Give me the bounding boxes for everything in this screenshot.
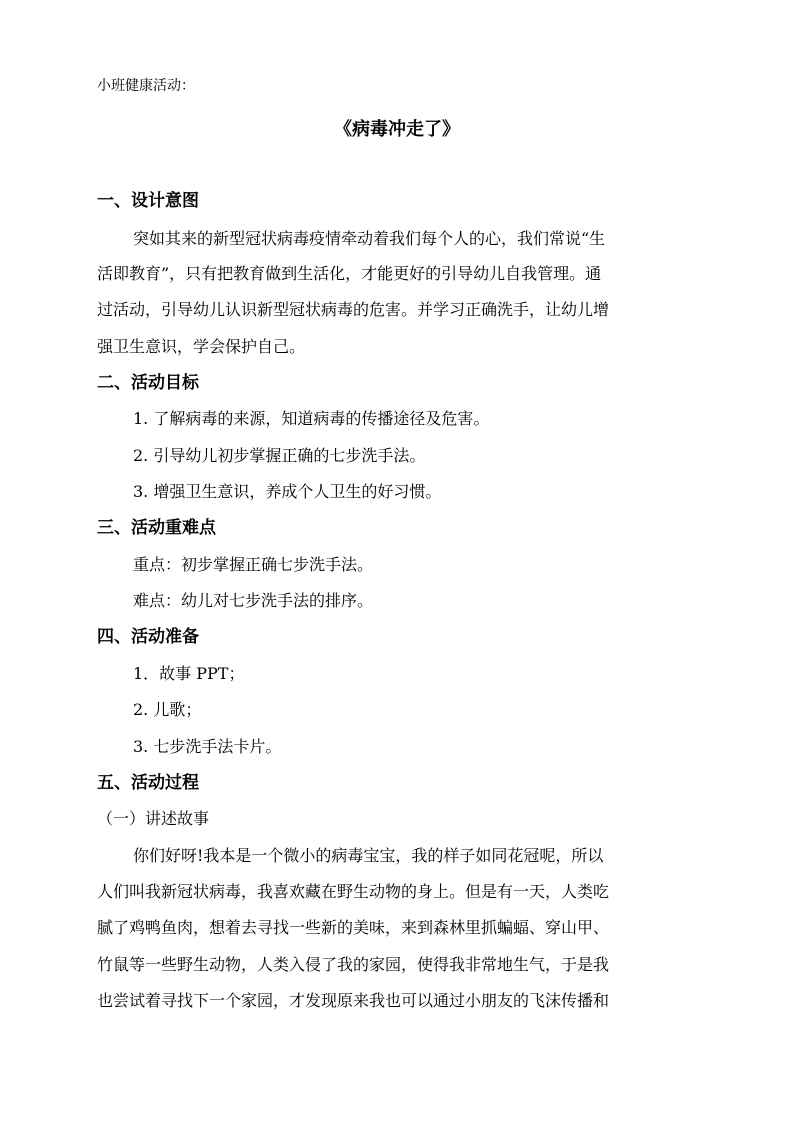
intent-paragraph-line: 活即教育”，只有把教育做到生活化，才能更好的引导幼儿自我管理。通 <box>97 264 602 283</box>
activity-label: 小班健康活动： <box>97 78 195 94</box>
section-heading-intent: 一、设计意图 <box>97 191 199 211</box>
intent-paragraph-line: 强卫生意识，学会保护自己。 <box>97 337 306 356</box>
goal-item: 3. 增强卫生意识，养成个人卫生的好习惯。 <box>133 482 442 501</box>
section-heading-key-points: 三、活动重难点 <box>97 518 216 538</box>
preparation-item: 2. 儿歌； <box>133 700 202 719</box>
intent-paragraph-line: 过活动，引导幼儿认识新型冠状病毒的危害。并学习正确洗手，让幼儿增 <box>97 300 610 319</box>
key-point-item: 难点：幼儿对七步洗手法的排序。 <box>133 591 374 610</box>
story-paragraph-line: 竹鼠等一些野生动物，人类入侵了我的家园，使得我非常地生气，于是我 <box>97 955 610 974</box>
story-paragraph-line: 也尝试着寻找下一个家园，才发现原来我也可以通过小朋友的飞沫传播和 <box>97 991 610 1010</box>
preparation-item: 3. 七步洗手法卡片。 <box>133 737 282 756</box>
section-heading-preparation: 四、活动准备 <box>97 627 199 647</box>
story-paragraph-line: 腻了鸡鸭鱼肉，想着去寻找一些新的美味，来到森林里抓蝙蝠、穿山甲、 <box>97 918 610 937</box>
document-title: 《病毒冲走了》 <box>334 119 460 140</box>
preparation-item: 1．故事 PPT； <box>133 664 245 683</box>
key-point-item: 重点：初步掌握正确七步洗手法。 <box>133 555 374 574</box>
section-heading-goals: 二、活动目标 <box>97 373 199 393</box>
goal-item: 1. 了解病毒的来源，知道病毒的传播途径及危害。 <box>133 409 490 428</box>
process-subheading: （一）讲述故事 <box>97 809 210 828</box>
goal-item: 2. 引导幼儿初步掌握正确的七步洗手法。 <box>133 446 426 465</box>
intent-paragraph-line: 突如其来的新型冠状病毒疫情牵动着我们每个人的心，我们常说“生 <box>133 229 606 248</box>
section-heading-process: 五、活动过程 <box>97 773 199 793</box>
story-paragraph-line: 你们好呀!我本是一个微小的病毒宝宝，我的样子如同花冠呢，所以 <box>133 846 604 865</box>
story-paragraph-line: 人们叫我新冠状病毒，我喜欢藏在野生动物的身上。但是有一天，人类吃 <box>97 882 610 901</box>
